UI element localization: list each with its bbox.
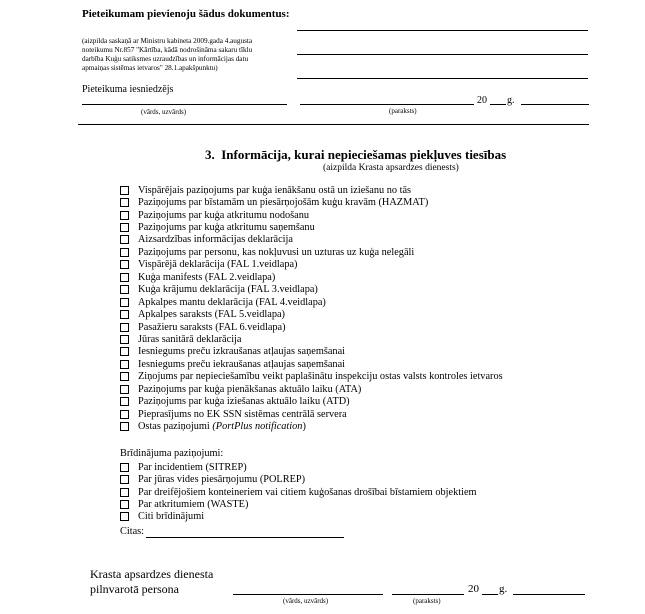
- checkbox[interactable]: [120, 198, 129, 207]
- list-item: [120, 321, 503, 333]
- attached-docs-line-3[interactable]: [297, 78, 588, 79]
- list-item-label: Aizsardzības informācijas deklarācija: [138, 234, 293, 246]
- official-signature-line[interactable]: [392, 594, 464, 595]
- checkbox[interactable]: [120, 488, 129, 497]
- list-item-label: Kuģa krājumu deklarācija (FAL 3.veidlapa): [138, 284, 318, 296]
- section-divider: [78, 124, 589, 125]
- list-item: [120, 284, 503, 296]
- list-item-label: Iesniegums preču iekraušanas atļaujas saņemšanai: [138, 358, 346, 370]
- list-item: [120, 234, 503, 246]
- other-input-line[interactable]: [146, 537, 344, 538]
- list-item: [120, 184, 503, 196]
- list-item: [120, 371, 503, 383]
- section-title-text: Informācija, kurai nepieciešamas piekļuves tiesības: [221, 147, 507, 162]
- list-item-label: Pieprasījums no EK SSN sistēmas centrālā servera: [138, 408, 347, 420]
- applicant-date-field[interactable]: [521, 104, 589, 105]
- official-name-caption: (vārds, uzvārds): [283, 597, 329, 605]
- attached-docs-line-1[interactable]: [297, 30, 588, 31]
- checkbox[interactable]: [120, 235, 129, 244]
- list-item: [120, 383, 503, 395]
- official-signature-caption: (paraksts): [413, 597, 441, 605]
- section-number: 3.: [205, 147, 215, 162]
- applicant-signature-caption: (paraksts): [389, 107, 417, 115]
- section-3-subtitle: (aizpilda Krasta apsardzes dienests): [323, 163, 459, 173]
- list-item-label: Par atkritumiem (WASTE): [138, 499, 249, 511]
- applicant-label: Pieteikuma iesniedzējs: [82, 84, 174, 95]
- attached-docs-heading: Pieteikumam pievienoju šādus dokumentus:: [82, 8, 290, 20]
- list-item: [120, 461, 477, 473]
- checkbox[interactable]: [120, 422, 129, 431]
- list-item-label: Paziņojums par kuģa iziešanas aktuālo laiku (ATD): [138, 396, 350, 408]
- list-item: [120, 271, 503, 283]
- list-item-label: Jūras sanitārā deklarācija: [138, 333, 242, 345]
- list-item: [120, 420, 503, 432]
- list-item-label: Paziņojums par kuģa pienākšanas aktuālo laiku (ATA): [138, 383, 362, 395]
- list-item: [120, 498, 477, 510]
- official-label-line-1: Krasta apsardzes dienesta: [90, 567, 214, 581]
- checkbox[interactable]: [120, 397, 129, 406]
- checkbox[interactable]: [120, 410, 129, 419]
- list-item-label: Paziņojums par bīstamām un piesārņojošām kuģu kravām (HAZMAT): [138, 197, 429, 209]
- regulation-note-line: (aizpilda saskaņā ar Ministru kabineta 2009.gada 4.augusta: [82, 37, 253, 45]
- list-item-label: Paziņojums par kuģa atkritumu saņemšanu: [138, 222, 315, 234]
- list-item: [120, 221, 503, 233]
- regulation-note: [82, 37, 297, 73]
- list-item-label: Kuģa manifests (FAL 2.veidlapa): [138, 271, 276, 283]
- checkbox[interactable]: [120, 347, 129, 356]
- list-item: [120, 473, 477, 485]
- official-year-prefix: 20: [468, 583, 479, 595]
- applicant-name-caption: (vārds, uzvārds): [141, 108, 187, 116]
- checkbox[interactable]: [120, 248, 129, 257]
- warnings-label: Brīdinājuma paziņojumi:: [120, 448, 224, 459]
- list-item-label: Citi brīdinājumi: [138, 511, 205, 523]
- checkbox[interactable]: [120, 260, 129, 269]
- section-3-title: [205, 147, 506, 163]
- official-year-suffix: g.: [499, 583, 508, 595]
- official-label-line-2: pilnvarotā persona: [90, 582, 179, 596]
- checkbox[interactable]: [120, 512, 129, 521]
- list-item-label: Paziņojums par personu, kas nokļuvusi un uzturas uz kuģa nelegāli: [138, 246, 415, 258]
- checkbox[interactable]: [120, 323, 129, 332]
- checkbox[interactable]: [120, 360, 129, 369]
- checkbox[interactable]: [120, 298, 129, 307]
- checkbox[interactable]: [120, 463, 129, 472]
- list-item: [120, 209, 503, 221]
- attached-docs-line-2[interactable]: [297, 54, 588, 55]
- list-item: [120, 296, 503, 308]
- list-item-label: Vispārējā deklarācija (FAL 1.veidlapa): [138, 259, 298, 271]
- list-item: [120, 486, 477, 498]
- official-year-field[interactable]: [482, 594, 498, 595]
- applicant-year-field[interactable]: [490, 104, 506, 105]
- list-item-label: Ziņojums par nepieciešamību veikt paplašinātu inspekciju ostas valsts kontroles ietvaros: [138, 371, 503, 383]
- list-item-label: Par jūras vides piesārņojumu (POLREP): [138, 474, 306, 486]
- list-item-label: Apkalpes mantu deklarācija (FAL 4.veidlapa): [138, 296, 326, 308]
- information-checklist: [120, 184, 503, 433]
- checkbox[interactable]: [120, 335, 129, 344]
- checkbox[interactable]: [120, 273, 129, 282]
- list-item-label: Par dreifējošiem konteineriem vai citiem kuģošanas drošībai bīstamiem objektiem: [138, 486, 477, 498]
- applicant-year-suffix: g.: [507, 95, 515, 106]
- list-item: [120, 308, 503, 320]
- checkbox[interactable]: [120, 285, 129, 294]
- regulation-note-line: noteikumu Nr.857 "Kārtība, kādā nodrošināma sakaru tīklu: [82, 46, 253, 54]
- list-item-label: [138, 421, 306, 432]
- official-name-line[interactable]: [233, 594, 383, 595]
- list-item: [120, 259, 503, 271]
- list-item: [120, 333, 503, 345]
- checkbox[interactable]: [120, 500, 129, 509]
- checkbox[interactable]: [120, 475, 129, 484]
- list-item-label: Apkalpes saraksts (FAL 5.veidlapa): [138, 309, 285, 321]
- applicant-signature-line[interactable]: [300, 104, 474, 105]
- list-item-label-text: Ostas paziņojumi: [138, 421, 213, 433]
- list-item-label-italic: (PortPlus notification: [212, 421, 303, 433]
- list-item: [120, 511, 477, 523]
- checkbox[interactable]: [120, 372, 129, 381]
- list-item: [120, 346, 503, 358]
- official-date-field[interactable]: [513, 594, 585, 595]
- list-item-label: Par incidentiem (SITREP): [138, 461, 247, 473]
- list-item: [120, 246, 503, 258]
- other-label: Citas:: [120, 526, 145, 537]
- applicant-name-line[interactable]: [82, 104, 287, 105]
- warnings-checklist: [120, 461, 477, 523]
- list-item-label-close: ): [302, 421, 306, 433]
- list-item-label: Vispārējais paziņojums par kuģa ienākšanu ostā un iziešanu no tās: [138, 184, 412, 196]
- list-item: [120, 408, 503, 420]
- checkbox[interactable]: [120, 186, 129, 195]
- list-item: [120, 358, 503, 370]
- list-item-label: Iesniegums preču izkraušanas atļaujas saņemšanai: [138, 346, 346, 358]
- applicant-year-prefix: 20: [477, 95, 487, 106]
- list-item: [120, 196, 503, 208]
- list-item-label: Paziņojums par kuģa atkritumu nodošanu: [138, 209, 310, 221]
- list-item: [120, 395, 503, 407]
- checkbox[interactable]: [120, 385, 129, 394]
- regulation-note-line: apmaiņas sistēmas ietvaros" 28.1.apakšpunktu): [82, 64, 218, 72]
- checkbox[interactable]: [120, 223, 129, 232]
- checkbox[interactable]: [120, 211, 129, 220]
- regulation-note-line: darbība Kuģu satiksmes uzraudzības un informācijas datu: [82, 55, 249, 63]
- checkbox[interactable]: [120, 310, 129, 319]
- list-item-label: Pasažieru saraksts (FAL 6.veidlapa): [138, 321, 286, 333]
